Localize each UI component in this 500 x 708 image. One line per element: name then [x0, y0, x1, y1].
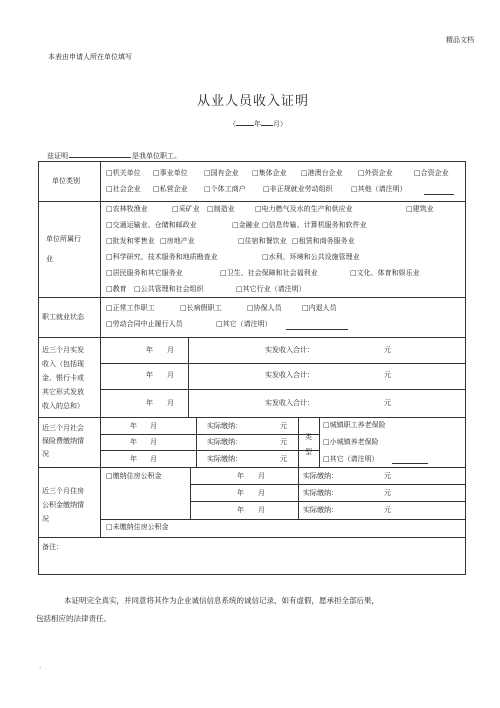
income-label-line: 金、银行卡或: [42, 374, 84, 382]
industry-option[interactable]: □卫生、社会保障和社会福利业: [220, 269, 318, 277]
social-label: [42, 422, 84, 461]
income-label-line: 收入的总和）: [42, 402, 84, 410]
divider: [100, 161, 101, 537]
divider: [100, 519, 466, 520]
month-blank[interactable]: [261, 118, 273, 126]
unit-type-option[interactable]: □集体企业: [252, 169, 287, 177]
industry-option[interactable]: □制造业: [207, 205, 235, 213]
social-unit: 元: [280, 455, 287, 463]
industry-label: 业: [46, 255, 53, 263]
other-unit-blank[interactable]: [424, 194, 454, 195]
fund-unpaid-option[interactable]: □未缴纳住房公积金: [106, 523, 169, 531]
social-month: 月: [150, 455, 157, 463]
remark-label: 备注：: [42, 543, 63, 551]
divider: [196, 417, 197, 467]
employment-option[interactable]: □劳动合同中止履行人员: [106, 320, 183, 328]
social-unit: 元: [280, 422, 287, 430]
income-label-line: 近三个月实发: [42, 346, 84, 354]
industry-option[interactable]: □批发和零售业: [106, 237, 155, 245]
year-blank[interactable]: [236, 118, 254, 126]
fund-label-line: 况: [42, 515, 49, 523]
income-unit: 元: [384, 346, 391, 354]
other-insurance-blank[interactable]: [392, 463, 428, 464]
divider: [38, 297, 466, 298]
fund-label-line: 近三个月住房: [42, 487, 84, 495]
divider: [100, 450, 319, 451]
divider: [298, 417, 299, 467]
employment-option[interactable]: □内退人员: [302, 304, 337, 312]
divider: [190, 484, 466, 485]
social-year: 年: [130, 438, 137, 446]
industry-option[interactable]: □电力燃气及水的生产和供应业: [255, 205, 353, 213]
social-label-line: 保险费缴纳情: [42, 437, 84, 445]
statement-line: 包括相应的法律责任。: [36, 614, 111, 623]
fund-actual-label: 实际缴纳：: [303, 506, 338, 514]
income-year: 年: [146, 346, 153, 354]
unit-type-option[interactable]: □事业单位: [153, 169, 188, 177]
industry-option[interactable]: □采矿业: [172, 205, 200, 213]
industry-option[interactable]: □金融业: [232, 221, 260, 229]
social-unit: 元: [280, 438, 287, 446]
divider: [298, 467, 299, 519]
certify-suffix: 是我单位职工。: [132, 152, 181, 160]
income-actual-label: 实发收入合计：: [265, 399, 314, 407]
industry-option[interactable]: □交通运输业、仓储和邮政业: [106, 221, 197, 229]
other-status-blank[interactable]: [286, 329, 348, 330]
date-month: 月）: [273, 120, 287, 128]
industry-option[interactable]: □公共管理和社会组织: [134, 285, 204, 293]
fund-unit: 元: [384, 489, 391, 497]
unit-type-option[interactable]: □合资企业: [414, 169, 449, 177]
employee-name-blank[interactable]: [69, 150, 131, 158]
fund-unit: 元: [384, 472, 391, 480]
divider: [100, 363, 466, 364]
industry-option[interactable]: □建筑业: [406, 205, 434, 213]
footer-dot: .: [39, 662, 42, 670]
fund-month: 月: [258, 506, 265, 514]
divider: [38, 201, 466, 202]
social-label-line: 近三个月社会: [42, 424, 84, 432]
industry-option[interactable]: □租赁和商务服务业: [292, 237, 355, 245]
fund-year: 年: [237, 506, 244, 514]
unit-type-option[interactable]: □外资企业: [358, 169, 393, 177]
unit-type-option[interactable]: □国有企业: [204, 169, 239, 177]
certify-line: [47, 150, 181, 161]
fund-year: 年: [237, 489, 244, 497]
employment-option[interactable]: □正常工作职工: [106, 304, 155, 312]
fund-actual-label: 实际缴纳：: [303, 489, 338, 497]
unit-type-option[interactable]: □港澳台企业: [301, 169, 343, 177]
social-option[interactable]: □小城镇养老保险: [323, 438, 379, 446]
header-right-label: 精品文档: [446, 36, 474, 44]
social-month: 月: [150, 422, 157, 430]
industry-option[interactable]: □房地产业: [160, 237, 195, 245]
fund-year: 年: [237, 472, 244, 480]
fund-paid-option[interactable]: □缴纳住房公积金: [106, 472, 162, 480]
industry-option[interactable]: □其它行业（请注明）: [236, 285, 306, 293]
date-line: [229, 118, 287, 129]
fund-actual-label: 实际缴纳：: [303, 472, 338, 480]
industry-option[interactable]: □信息传输、计算机服务和软件业: [262, 221, 367, 229]
industry-option[interactable]: □文化、体育和娱乐业: [350, 269, 420, 277]
fund-month: 月: [258, 489, 265, 497]
fund-month: 月: [258, 472, 265, 480]
social-option[interactable]: □城镇职工养老保险: [323, 421, 386, 429]
divider: [38, 537, 466, 538]
income-actual-label: 实发收入合计：: [265, 371, 314, 379]
divider: [38, 417, 466, 418]
social-option[interactable]: □其它（请注明）: [323, 455, 379, 463]
employment-option[interactable]: □其它（请注明）: [216, 320, 272, 328]
divider: [38, 337, 466, 338]
remark-field[interactable]: [70, 541, 460, 569]
certify-prefix: 兹证明: [47, 152, 68, 160]
social-label-line: 况: [42, 450, 49, 458]
divider: [190, 467, 191, 519]
social-month: 月: [150, 438, 157, 446]
divider: [319, 417, 320, 467]
social-actual-label: 实际缴纳：: [207, 455, 242, 463]
industry-option[interactable]: □住宿和餐饮业: [238, 237, 287, 245]
unit-type-option[interactable]: □社会企业: [106, 185, 141, 193]
unit-type-option[interactable]: □其他（请注明）: [351, 185, 407, 193]
income-actual-label: 实发收入合计：: [265, 346, 314, 354]
industry-option[interactable]: □科学研究、技术服务和地质勘查业: [106, 253, 218, 261]
social-year: 年: [130, 455, 137, 463]
income-label: [42, 343, 84, 413]
divider: [100, 389, 466, 390]
income-month: 月: [167, 346, 174, 354]
statement-line: 本证明完全真实，并同意将其作为企业诚信信息系统的诚信记录，如有虚假，愿承担全部后果，: [64, 596, 379, 605]
income-month: 月: [167, 371, 174, 379]
income-label-line: 其它形式发放: [42, 388, 84, 396]
industry-option[interactable]: □水利、环境和公共设施管理业: [262, 253, 360, 261]
fund-label-line: 公积金缴纳情: [42, 501, 84, 509]
unit-type-label: 单位类别: [52, 177, 80, 185]
income-year: 年: [146, 371, 153, 379]
income-month: 月: [167, 399, 174, 407]
employment-option[interactable]: □协保人员: [247, 304, 282, 312]
income-unit: 元: [384, 371, 391, 379]
income-label-line: 收入（包括现: [42, 360, 84, 368]
social-year: 年: [130, 422, 137, 430]
date-open: （: [229, 120, 236, 128]
income-year: 年: [146, 399, 153, 407]
social-type-char: 型: [305, 448, 312, 456]
employment-label: 职工就业状态: [42, 313, 84, 321]
employment-option[interactable]: □长病假职工: [180, 304, 222, 312]
divider: [188, 337, 189, 417]
fund-label: [42, 484, 84, 526]
fund-unit: 元: [384, 506, 391, 514]
unit-type-option[interactable]: □非正规就业劳动组织: [263, 185, 333, 193]
fill-note: 本表由申请人所在单位填写: [48, 53, 132, 61]
industry-label: 单位所属行: [46, 235, 81, 243]
page-title: 从业人员收入证明: [197, 94, 310, 109]
industry-option[interactable]: □农林牧渔业: [106, 205, 148, 213]
date-year: 年: [254, 120, 261, 128]
industry-option[interactable]: □居民服务和其它服务业: [106, 269, 183, 277]
divider: [38, 467, 466, 468]
divider: [100, 434, 319, 435]
unit-type-option[interactable]: □机关单位: [106, 169, 141, 177]
social-type-char: 类: [305, 433, 312, 441]
divider: [190, 501, 466, 502]
unit-type-option[interactable]: □个体工商户: [204, 185, 246, 193]
income-unit: 元: [384, 399, 391, 407]
industry-option[interactable]: □教育: [106, 285, 127, 293]
social-actual-label: 实际缴纳：: [207, 422, 242, 430]
unit-type-option[interactable]: □私营企业: [153, 185, 188, 193]
social-actual-label: 实际缴纳：: [207, 438, 242, 446]
